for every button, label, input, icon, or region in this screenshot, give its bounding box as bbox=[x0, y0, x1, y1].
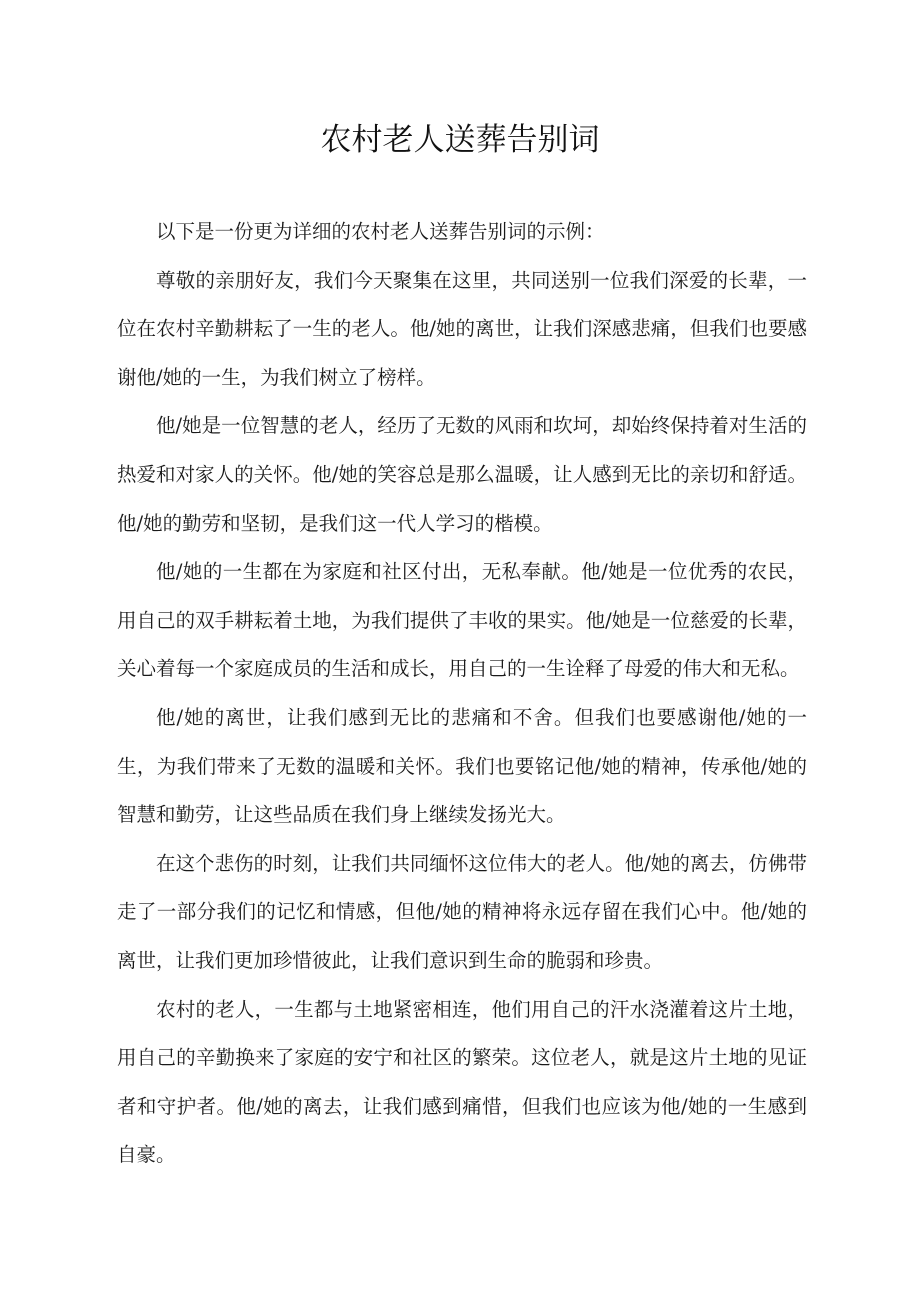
paragraph-devotion: 他/她的一生都在为家庭和社区付出，无私奉献。他/她是一位优秀的农民，用自己的双手耕耘着土地，为我们提供了丰收的果实。他/她是一位慈爱的长辈，关心着每一个家庭成员的生活和成长，用自己的一生诠释了母爱的伟大和无私。 bbox=[117, 560, 807, 681]
document-body bbox=[117, 208, 807, 1180]
paragraph-wisdom: 他/她是一位智慧的老人，经历了无数的风雨和坎坷，却始终保持着对生活的热爱和对家人的关怀。他/她的笑容总是那么温暖，让人感到无比的亲切和舒适。他/她的勤劳和坚韧，是我们这一代人学习的楷模。 bbox=[117, 414, 807, 535]
paragraph-land: 农村的老人，一生都与土地紧密相连，他们用自己的汗水浇灌着这片土地，用自己的辛勤换来了家庭的安宁和社区的繁荣。这位老人，就是这片土地的见证者和守护者。他/她的离去，让我们感到痛惜，但我们也应该为他/她的一生感到自豪。 bbox=[117, 997, 807, 1167]
paragraph-remembrance: 在这个悲伤的时刻，让我们共同缅怀这位伟大的老人。他/她的离去，仿佛带走了一部分我们的记忆和情感，但他/她的精神将永远存留在我们心中。他/她的离世，让我们更加珍惜彼此，让我们意识到生命的脆弱和珍贵。 bbox=[117, 851, 807, 972]
paragraph-intro: 以下是一份更为详细的农村老人送葬告别词的示例： bbox=[156, 220, 605, 243]
paragraph-greeting: 尊敬的亲朋好友，我们今天聚集在这里，共同送别一位我们深爱的长辈，一位在农村辛勤耕耘了一生的老人。他/她的离世，让我们深感悲痛，但我们也要感谢他/她的一生，为我们树立了榜样。 bbox=[117, 268, 807, 389]
paragraph-grief: 他/她的离世，让我们感到无比的悲痛和不舍。但我们也要感谢他/她的一生，为我们带来了无数的温暖和关怀。我们也要铭记他/她的精神，传承他/她的智慧和勤劳，让这些品质在我们身上继续发扬光大。 bbox=[117, 705, 807, 827]
page-title: 农村老人送葬告别词 bbox=[320, 122, 600, 158]
